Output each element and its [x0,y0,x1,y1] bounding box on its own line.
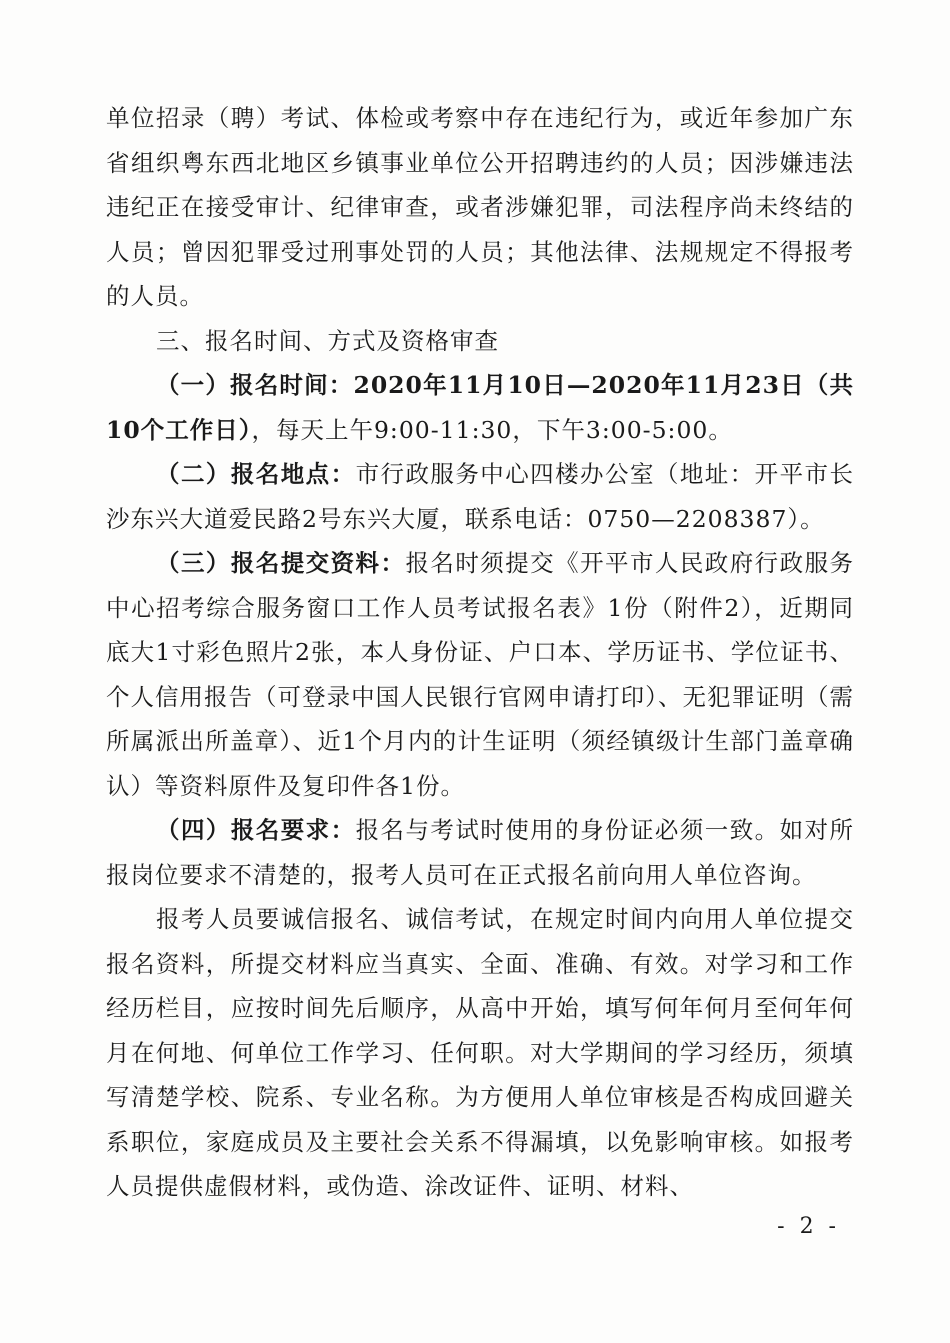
registration-location-label: （二）报名地点： [156,460,356,488]
paragraph-integrity: 报考人员要诚信报名、诚信考试，在规定时间内向用人单位提交报名资料，所提交材料应当真实、全面、准确、有效。对学习和工作经历栏目，应按时间先后顺序，从高中开始，填写何年何月至何年何月在何地、何单位工作学习、任何职。对大学期间的学习经历，须填写清楚学校、院系、专业名称。为方便用人单位审核是否构成回避关系职位，家庭成员及主要社会关系不得漏填，以免影响审核。如报考人员提供虚假材料，或伪造、涂改证件、证明、材料、 [106,905,854,1200]
registration-materials-text: 报名时须提交《开平市人民政府行政服务中心招考综合服务窗口工作人员考试报名表》1份（附件2），近期同底大1寸彩色照片2张，本人身份证、户口本、学历证书、学位证书、个人信用报告（可登录中国人民银行官网申请打印）、无犯罪证明（需所属派出所盖章）、近1个月内的计生证明（须经镇级计生部门盖章确认）等资料原件及复印件各1份。 [106,549,855,800]
registration-time-text: ，每天上午9:00-11:30，下午3:00-5:00。 [251,415,733,444]
paragraph-disqualifications: 单位招录（聘）考试、体检或考察中存在违纪行为，或近年参加广东省组织粤东西北地区乡镇事业单位公开招聘违约的人员；因涉嫌违法违纪正在接受审计、纪律审查，或者涉嫌犯罪，司法程序尚未终结的人员；曾因犯罪受过刑事处罚的人员；其他法律、法规规定不得报考的人员。 [106,104,854,310]
section-heading-registration: 三、报名时间、方式及资格审查 [156,326,499,355]
paragraph-registration-time [106,363,854,452]
paragraph-registration-requirements [106,808,854,897]
registration-requirements-label: （四）报名要求： [156,816,356,844]
registration-time-label: （一）报名时间：2020年11月10日—2020年11月23日（共10个工作日） [106,371,854,444]
registration-materials-label: （三）报名提交资料： [156,549,406,577]
registration-requirements-text: 报名与考试时使用的身份证必须一致。如对所报岗位要求不清楚的，报考人员可在正式报名前向用人单位咨询。 [106,816,855,889]
page-number: - 2 - [777,1214,840,1239]
registration-location-text: 市行政服务中心四楼办公室（地址：开平市长沙东兴大道爱民路2号东兴大厦，联系电话：0750—2208387）。 [106,460,855,533]
paragraph-registration-location [106,452,854,541]
document-body [106,96,854,1209]
paragraph-registration-materials [106,541,854,808]
